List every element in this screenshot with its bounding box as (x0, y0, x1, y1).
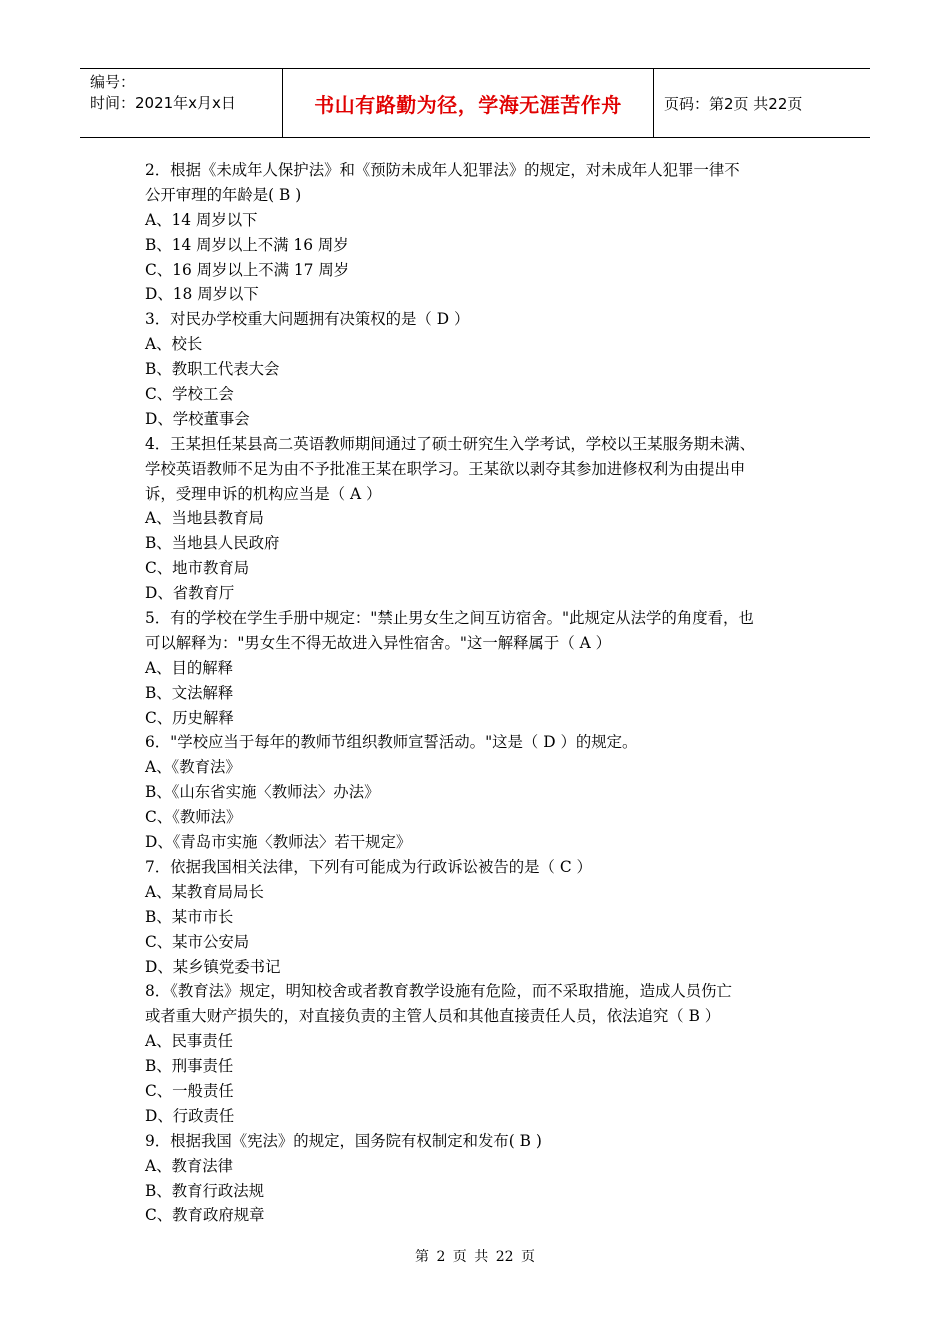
text-line: A、某教育局局长 (145, 882, 264, 901)
question-content (145, 158, 810, 1228)
text-line: 3．对民办学校重大问题拥有决策权的是（ D ） (145, 310, 470, 329)
text-line: 可以解释为："男女生不得无故进入异性宿舍。"这一解释属于（ A ） (145, 633, 611, 652)
text-line: A、校长 (145, 335, 203, 354)
text-line: A、当地县教育局 (145, 509, 264, 528)
text-line: B、《山东省实施〈教师法〉办法》 (145, 783, 380, 802)
text-line: 4．王某担任某县高二英语教师期间通过了硕士研究生入学考试，学校以王某服务期未满、 (145, 434, 756, 453)
text-line: 6．"学校应当于每年的教师节组织教师宣誓活动。"这是（ D ）的规定。 (145, 733, 638, 752)
number-label: 编号： (90, 73, 136, 91)
document-header (80, 68, 870, 138)
text-line: C、地市教育局 (145, 559, 250, 578)
text-line: B、某市市长 (145, 907, 234, 926)
text-line: A、《教育法》 (145, 758, 241, 777)
text-line: D、《青岛市实施〈教师法〉若干规定》 (145, 833, 412, 852)
page-info: 页码：第2页 共22页 (664, 94, 803, 113)
text-line: D、18 周岁以下 (145, 285, 259, 304)
text-line: D、某乡镇党委书记 (145, 957, 281, 976)
text-line: C、历史解释 (145, 708, 234, 727)
text-line: C、某市公安局 (145, 932, 250, 951)
text-line: 或者重大财产损失的，对直接负责的主管人员和其他直接责任人员，依法追究（ B ） (145, 1007, 721, 1026)
page-footer: 第 2 页 共 22 页 (415, 1249, 535, 1265)
text-line: C、《教师法》 (145, 808, 242, 827)
text-line: D、行政责任 (145, 1106, 235, 1125)
text-line: 7．依据我国相关法律，下列有可能成为行政诉讼被告的是（ C ） (145, 857, 592, 876)
text-line: A、目的解释 (145, 658, 234, 677)
text-line: 8．《教育法》规定，明知校舍或者教育教学设施有危险，而不采取措施，造成人员伤亡 (145, 982, 732, 1001)
text-line: B、14 周岁以上不满 16 周岁 (145, 235, 349, 254)
motto: 书山有路勤为径，学海无涯苦作舟 (282, 69, 654, 137)
text-line: C、16 周岁以上不满 17 周岁 (145, 260, 350, 279)
text-line: A、民事责任 (145, 1032, 234, 1051)
text-line: C、学校工会 (145, 385, 234, 404)
text-line: C、一般责任 (145, 1081, 234, 1100)
text-line: B、当地县人民政府 (145, 534, 280, 553)
text-line: 学校英语教师不足为由不予批准王某在职学习。王某欲以剥夺其参加进修权利为由提出申 (145, 459, 746, 478)
text-line: A、14 周岁以下 (145, 210, 258, 229)
text-line: A、教育法律 (145, 1156, 234, 1175)
text-line: D、省教育厅 (145, 584, 235, 603)
text-line: 5．有的学校在学生手册中规定："禁止男女生之间互访宿舍。"此规定从法学的角度看，也 (145, 609, 754, 628)
text-line: 9．根据我国《宪法》的规定，国务院有权制定和发布( B ) (145, 1131, 542, 1150)
text-line: 2．根据《未成年人保护法》和《预防未成年人犯罪法》的规定，对未成年人犯罪一律不 (145, 161, 740, 179)
text-line: 公开审理的年龄是( B ) (145, 185, 302, 204)
text-line: D、学校董事会 (145, 409, 250, 428)
text-line: B、刑事责任 (145, 1057, 234, 1076)
header-meta (80, 69, 282, 137)
text-line: C、教育政府规章 (145, 1206, 265, 1225)
text-line: 诉，受理申诉的机构应当是（ A ） (145, 484, 382, 503)
time-label: 时间：2021年x月x日 (90, 94, 236, 112)
text-line: B、文法解释 (145, 683, 234, 702)
text-line: B、教育行政法规 (145, 1181, 265, 1200)
text-line: B、教职工代表大会 (145, 360, 280, 379)
